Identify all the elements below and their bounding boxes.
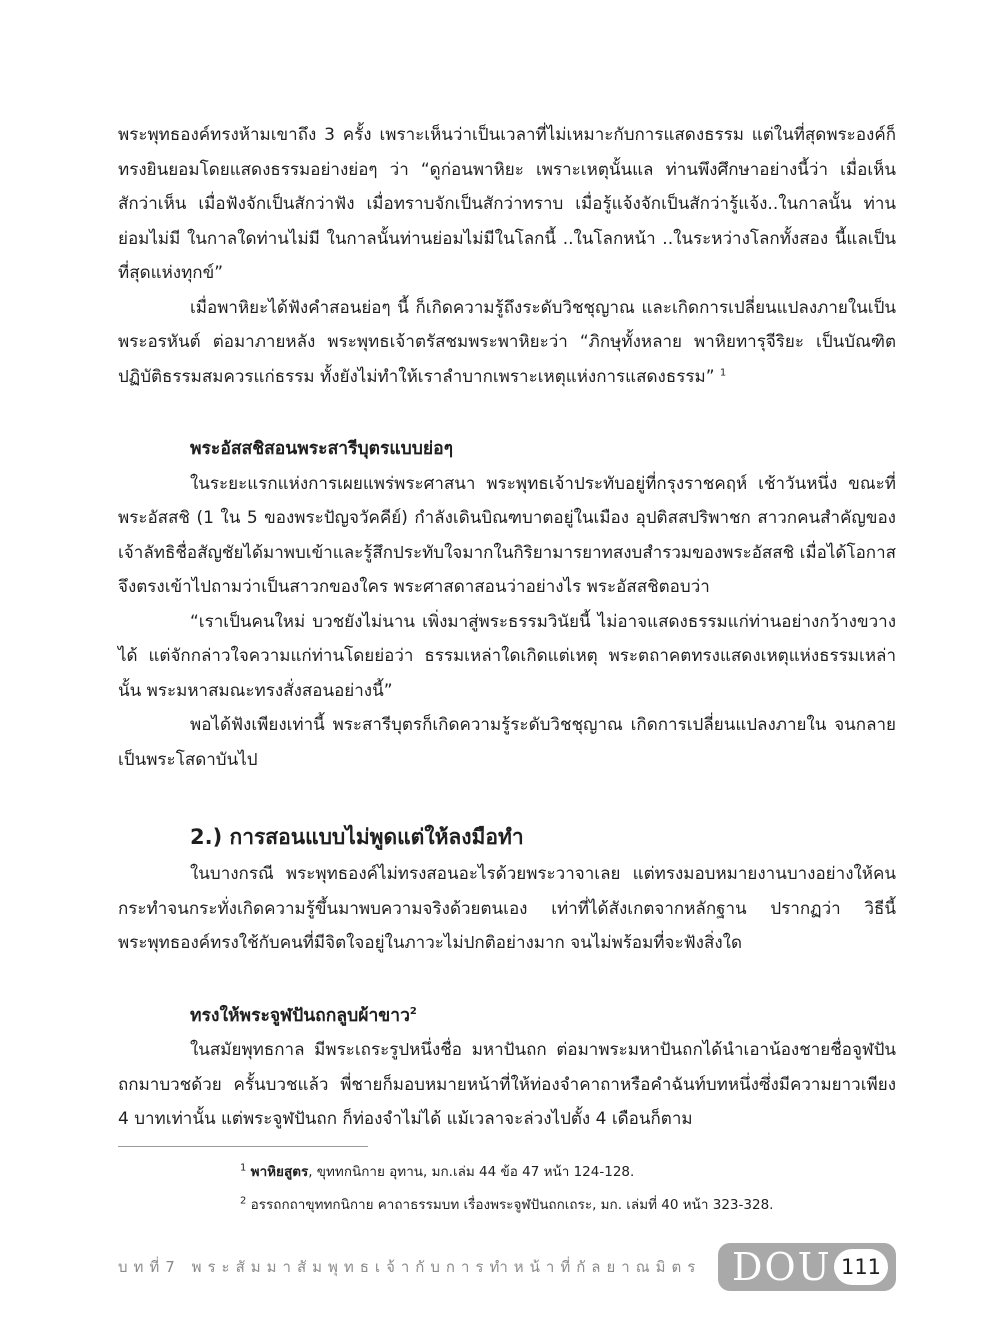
dou-logo-text: DOU <box>732 1245 832 1289</box>
body-text <box>118 118 896 1137</box>
paragraph-assaji-intro: ในระยะแรกแห่งการเผยแพร่พระศาสนา พระพุทธเจ้าประทับอยู่ที่กรุงราชคฤห์ เช้าวันหนึ่ง ขณะที่พระอัสสชิ (1 ใน 5 ของพระปัญจวัคคีย์) กำลังเดินบิณฑบาตอยู่ในเมือง อุปติสสปริพาชก สาวกคนสำคัญของเจ้าลัทธิชื่อสัญชัยได้มาพบเข้าและรู้สึกประทับใจมากในกิริยามารยาทสงบสำรวมของพระอัสสชิ เมื่อได้โอกาสจึงตรงเข้าไปถามว่าเป็นสาวกของใคร พระศาสดาสอนว่าอย่างไร พระอัสสชิตอบว่า <box>118 473 896 597</box>
footnote-text: อรรถกถาขุททกนิกาย คาถาธรรมบท เรื่องพระจูฬปันถกเถระ, มก. เล่มที่ 40 หน้า 323-328. <box>250 1197 774 1213</box>
paragraph-teaching-by-doing: ในบางกรณี พระพุทธองค์ไม่ทรงสอนอะไรด้วยพระวาจาเลย แต่ทรงมอบหมายงานบางอย่างให้คนกระทำจนกระทั่งเกิดความรู้ขึ้นมาพบความจริงด้วยตนเอง เท่าที่ได้สังเกตจากหลักฐาน ปรากฏว่า วิธีนี้พระพุทธองค์ทรงใช้กับคนที่มีจิตใจอยู่ในภาวะไม่ปกติอย่างมาก จนไม่พร้อมที่จะฟังสิ่งใด <box>118 864 896 953</box>
footnote-source-title: พาหิยสูตร <box>250 1164 309 1180</box>
spacer <box>118 777 896 817</box>
paragraph-assaji-quote: “เราเป็นคนใหม่ บวชยังไม่นาน เพิ่งมาสู่พระธรรมวินัยนี้ ไม่อาจแสดงธรรมแก่ท่านอย่างกว้างขวางได้ แต่จักกล่าวใจความแก่ท่านโดยย่อว่า ธรรมเหล่าใดเกิดแต่เหตุ พระตถาคตทรงแสดงเหตุแห่งธรรมเหล่านั้น พระมหาสมณะทรงสั่งสอนอย่างนี้” <box>118 611 896 701</box>
footnote-text: , ขุททกนิกาย อุทาน, มก.เล่ม 44 ข้อ 47 หน้า 124-128. <box>308 1164 635 1180</box>
subheading-culapanthaka <box>118 999 896 1034</box>
paragraph-culapanthaka: ในสมัยพุทธกาล มีพระเถระรูปหนึ่งชื่อ มหาปันถก ต่อมาพระมหาปันถกได้นำเอาน้องชายชื่อจูฬปันถกมาบวชด้วย ครั้นบวชแล้ว พี่ชายก็มอบหมายหน้าที่ให้ท่องจำคาถาหรือคำฉันท์บทหนึ่งซึ่งมีความยาวเพียง 4 บาทเท่านั้น แต่พระจูฬปันถก ก็ท่องจำไม่ได้ แม้เวลาจะล่วงไปตั้ง 4 เดือนก็ตาม <box>118 1040 896 1129</box>
footnote-1 <box>240 1156 900 1189</box>
page-number: 111 <box>834 1249 888 1285</box>
footnotes <box>240 1156 900 1222</box>
paragraph-quote-continuation: พระพุทธองค์ทรงห้ามเขาถึง 3 ครั้ง เพราะเห็นว่าเป็นเวลาที่ไม่เหมาะกับการแสดงธรรม แต่ในที่สุดพระองค์ก็ทรงยินยอมโดยแสดงธรรมอย่างย่อๆ ว่า “ดูก่อนพาหิยะ เพราะเหตุนั้นแล ท่านพึงศึกษาอย่างนี้ว่า เมื่อเห็นสักว่าเห็น เมื่อฟังจักเป็นสักว่าฟัง เมื่อทราบจักเป็นสักว่าทราบ เมื่อรู้แจ้งจักเป็นสักว่ารู้แจ้ง..ในกาลนั้น ท่านย่อมไม่มี ในกาลใดท่านไม่มี ในกาลนั้นท่านย่อมไม่มีในโลกนี้ ..ในโลกหน้า ..ในระหว่างโลกทั้งสอง นี้แลเป็นที่สุดแห่งทุกข์” <box>118 125 896 283</box>
paragraph-bahiya-arahant <box>118 291 896 395</box>
spacer <box>118 394 896 432</box>
footer-chapter-title: บทที่7 พระสัมมาสัมพุทธเจ้ากับการทำหน้าที่กัลยาณมิตร <box>118 1258 702 1276</box>
paragraph-sariputta: พอได้ฟังเพียงเท่านี้ พระสารีบุตรก็เกิดความรู้ระดับวิชชุญาณ เกิดการเปลี่ยนแปลงภายใน จนกลายเป็นพระโสดาบันไป <box>118 715 896 770</box>
dou-logo-badge <box>718 1243 896 1291</box>
subheading-text: ทรงให้พระจูฬปันถกลูบผ้าขาว <box>190 1005 410 1026</box>
footnote-divider <box>118 1146 368 1147</box>
paragraph-text: เมื่อพาหิยะได้ฟังคำสอนย่อๆ นี้ ก็เกิดความรู้ถึงระดับวิชชุญาณ และเกิดการเปลี่ยนแปลงภายในเป็นพระอรหันต์ ต่อมาภายหลัง พระพุทธเจ้าตรัสชมพระพาหิยะว่า “ภิกษุทั้งหลาย พาหิยทารุจีริยะ เป็นบัณฑิต ปฏิบัติธรรมสมควรแก่ธรรม ทั้งยังไม่ทำให้เราลำบากเพราะเหตุแห่งการแสดงธรรม” <box>118 297 896 387</box>
footnote-ref-1: 1 <box>719 366 727 378</box>
section-heading: 2.) การสอนแบบไม่พูดแต่ให้ลงมือทำ <box>190 825 524 849</box>
footnote-mark: 1 <box>240 1162 247 1174</box>
footnote-ref-2: 2 <box>409 1005 417 1017</box>
spacer <box>118 961 896 999</box>
footnote-mark: 2 <box>240 1195 247 1207</box>
subheading-assaji: พระอัสสชิสอนพระสารีบุตรแบบย่อๆ <box>190 439 454 459</box>
footnote-2 <box>240 1189 900 1222</box>
